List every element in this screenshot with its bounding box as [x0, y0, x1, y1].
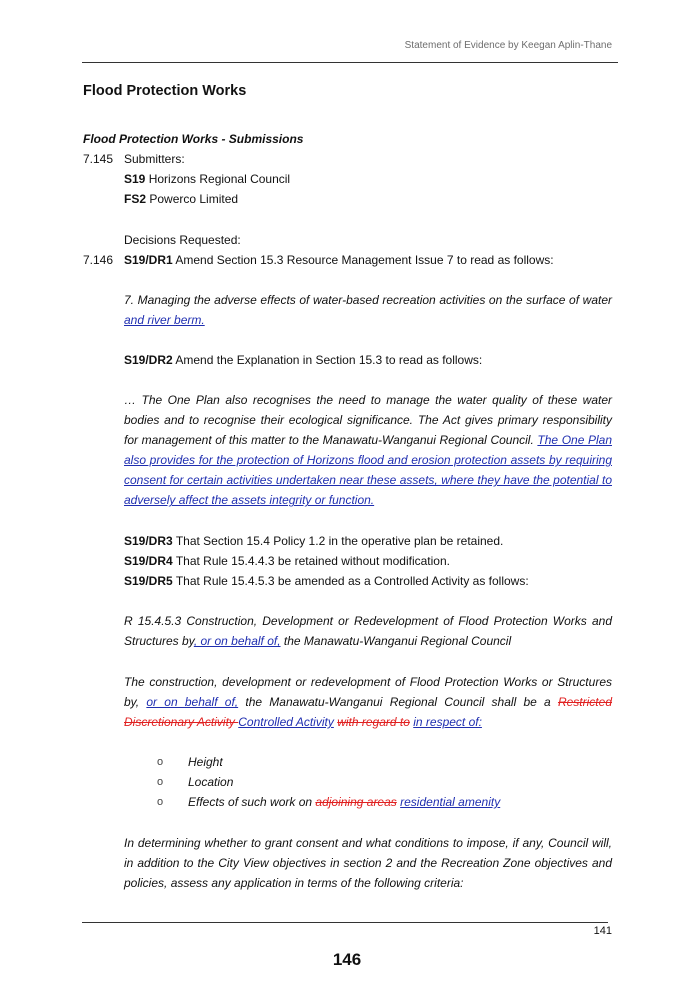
inserted-text: , or on behalf of, [193, 634, 281, 649]
decision-code: S19/DR4 [124, 554, 173, 568]
decision-code: S19/DR3 [124, 534, 173, 548]
decision-code: S19/DR1 [124, 253, 173, 267]
issue-7-quote [124, 290, 612, 330]
decision-code: S19/DR2 [124, 353, 173, 367]
decision-text: Amend Section 15.3 Resource Management Issue 7 to read as follows: [172, 253, 554, 267]
rule-heading-text: the Manawatu-Wanganui Regional Council [280, 634, 512, 649]
decision-dr2 [124, 350, 482, 370]
explanation-text: … The One Plan also recognises the need to manage the water quality of these water bodies and to recognise their ecological significance. The Act gives primary responsibility for management of this matter to the Manawatu-Wanganui Regional Council. [124, 393, 612, 448]
decision-code: S19/DR5 [124, 574, 173, 588]
decision-dr3 [124, 531, 503, 551]
deleted-text: adjoining areas [315, 795, 397, 809]
inserted-text: residential amenity [400, 795, 501, 809]
bullet-icon: o [157, 796, 164, 808]
rule-body [124, 672, 612, 732]
bullet-icon: o [157, 776, 164, 788]
page-number: 141 [593, 925, 612, 937]
deleted-text: Restricted Discretionary Activity [124, 695, 612, 730]
header-rule [82, 62, 618, 63]
rule-heading [124, 611, 612, 651]
decision-text: That Rule 15.4.4.3 be retained without modification. [172, 554, 450, 568]
decision-dr5 [124, 571, 529, 591]
inserted-text: and river berm. [124, 313, 205, 328]
inserted-text: in respect of: [413, 715, 482, 730]
submitter-name: Powerco Limited [146, 192, 239, 206]
criteria-paragraph: In determining whether to grant consent and what conditions to impose, if any, Council will, in addition to the City View objectives in section 2 and the Recreation Zone objectives and policies, assess any application in terms of the following criteria: [124, 836, 612, 891]
submitter-code: FS2 [124, 192, 147, 206]
deleted-text: with regard to [337, 715, 410, 730]
decisions-label: Decisions Requested: [124, 233, 241, 247]
submitter-code: S19 [124, 172, 146, 186]
rule-body-text: the Manawatu-Wanganui Regional Council shall be a [238, 695, 558, 710]
decision-text: That Section 15.4 Policy 1.2 in the operative plan be retained. [172, 534, 504, 548]
bullet-item-height: Height [188, 755, 223, 769]
issue-7-text: 7. Managing the adverse effects of water-based recreation activities on the surface of water [124, 293, 612, 307]
decision-text: That Rule 15.4.5.3 be amended as a Controlled Activity as follows: [172, 574, 529, 588]
decision-dr1 [124, 250, 554, 270]
section-title: Flood Protection Works [83, 83, 247, 99]
running-header: Statement of Evidence by Keegan Aplin-Thane [404, 40, 612, 51]
rule-body-text: The construction, development or redevelopment of Flood Protection Works or Structures by, [124, 675, 612, 710]
inserted-text: Controlled Activity [238, 715, 334, 730]
subsection-title: Flood Protection Works - Submissions [83, 132, 304, 146]
bullet-item-effects [188, 792, 500, 812]
footer-rule [82, 922, 608, 923]
submitter-s19 [124, 169, 290, 189]
decision-dr4 [124, 551, 450, 571]
para-number-7145: 7.145 [83, 152, 114, 166]
bullet-item-location: Location [188, 775, 234, 789]
bullet-text: Effects of such work on [188, 795, 316, 809]
explanation-quote [124, 390, 612, 511]
folio-number: 146 [332, 950, 362, 969]
rule-heading-text: R 15.4.5.3 Construction, Development or Redevelopment of Flood Protection Works and Structures by [124, 614, 612, 649]
decision-text: Amend the Explanation in Section 15.3 to read as follows: [172, 353, 483, 367]
submitter-name: Horizons Regional Council [145, 172, 291, 186]
submitters-label: Submitters: [124, 152, 185, 166]
para-number-7146: 7.146 [83, 253, 114, 267]
bullet-icon: o [157, 756, 164, 768]
inserted-text: or on behalf of, [146, 695, 239, 710]
inserted-text: The One Plan also provides for the protection of Horizons flood and erosion protection assets by requiring consent for certain activities undertaken near these assets, where they have the potential to adversely affect the assets integrity or function. [124, 433, 612, 508]
submitter-fs2 [124, 189, 238, 209]
